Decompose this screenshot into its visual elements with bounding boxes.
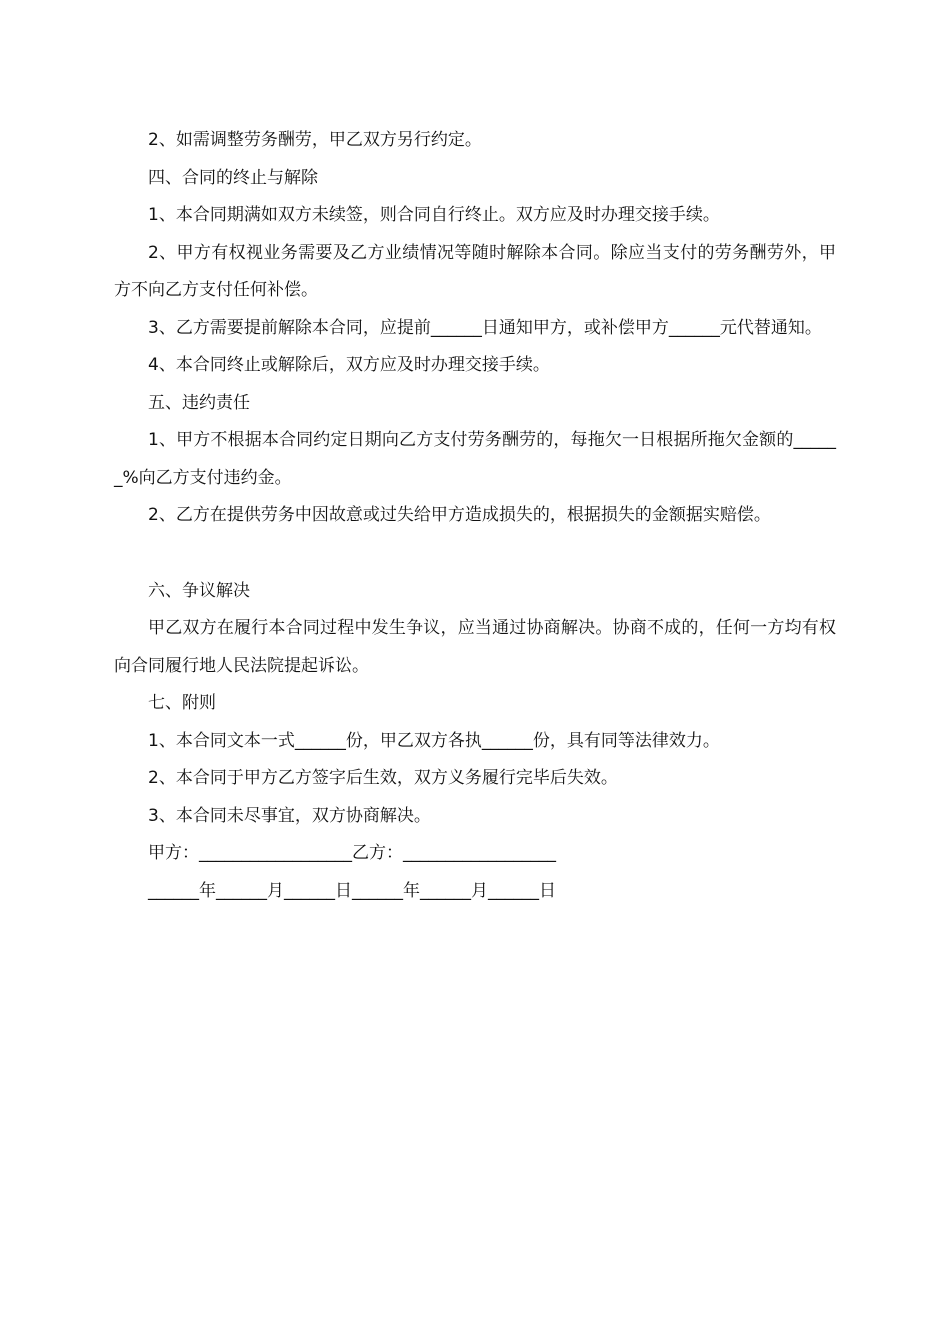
clause-copies: 1、本合同文本一式______份，甲乙双方各执______份，具有同等法律效力。: [148, 730, 720, 751]
clause-dispute-resolution: 甲乙双方在履行本合同过程中发生争议，应当通过协商解决。协商不成的，任何一方均有权向合同履行地人民法院提起诉讼。: [114, 618, 836, 676]
section-heading-liability: 五、违约责任: [148, 392, 250, 413]
section-heading-dispute: 六、争议解决: [148, 580, 250, 601]
section-heading-termination: 四、合同的终止与解除: [148, 167, 318, 188]
clause-party-a-termination: 2、甲方有权视业务需要及乙方业绩情况等随时解除本合同。除应当支付的劳务酬劳外，甲方不向乙方支付任何补偿。: [114, 242, 836, 300]
section-heading-supplementary: 七、附则: [148, 693, 216, 713]
clause-expiry: 1、本合同期满如双方未续签，则合同自行终止。双方应及时办理交接手续。: [148, 205, 720, 225]
clause-party-b-early-termination: 3、乙方需要提前解除本合同，应提前______日通知甲方，或补偿甲方______元代替通知。: [148, 317, 822, 338]
clause-handover: 4、本合同终止或解除后，双方应及时办理交接手续。: [148, 355, 550, 375]
paragraph-gap: [114, 535, 836, 573]
clause-effectiveness: 2、本合同于甲方乙方签字后生效，双方义务履行完毕后失效。: [148, 768, 618, 788]
clause-late-payment: 1、甲方不根据本合同约定日期向乙方支付劳务酬劳的，每拖欠一日根据所拖欠金额的______%向乙方支付违约金。: [114, 430, 836, 488]
clause-payment-adjust: 2、如需调整劳务酬劳，甲乙双方另行约定。: [148, 130, 482, 150]
clause-damages: 2、乙方在提供劳务中因故意或过失给甲方造成损失的，根据损失的金额据实赔偿。: [148, 505, 771, 525]
clause-unresolved-matters: 3、本合同未尽事宜，双方协商解决。: [148, 805, 431, 826]
signature-line: 甲方：__________________乙方：__________________: [148, 843, 556, 863]
contract-body: [114, 122, 836, 910]
date-line: ______年______月______日______年______月______日: [148, 880, 556, 901]
